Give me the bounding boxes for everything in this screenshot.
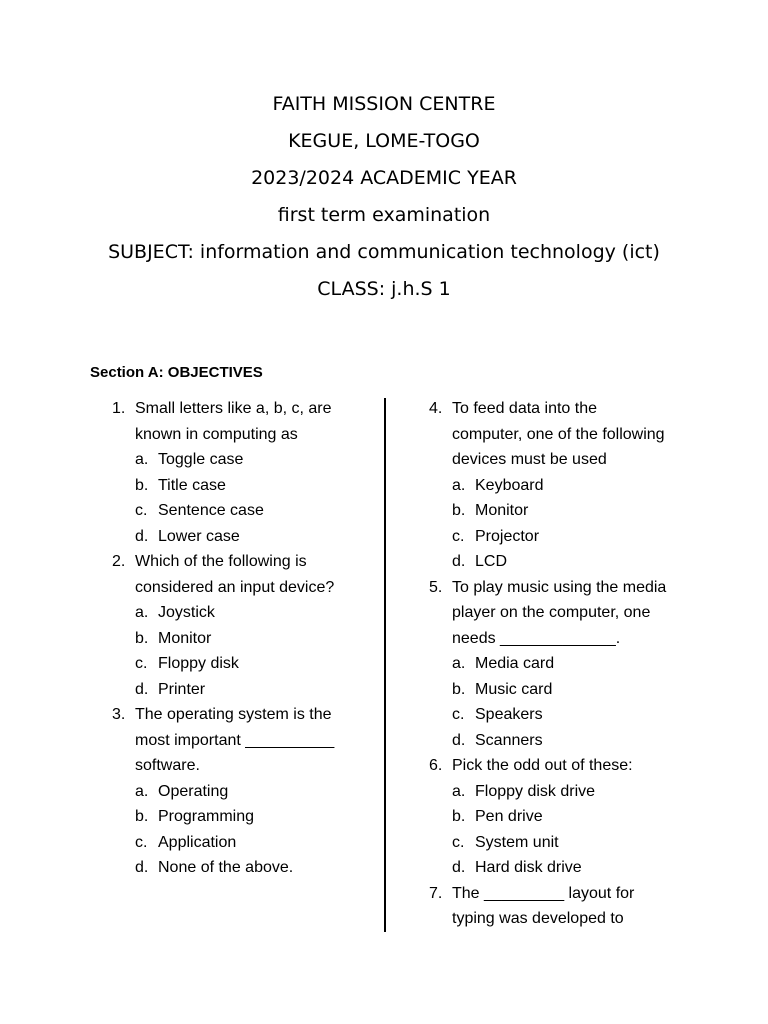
question-number: 3. (112, 706, 126, 723)
option-text: Floppy disk drive (475, 782, 596, 800)
answer-option (417, 651, 707, 677)
answer-option (417, 702, 707, 728)
option-letter: a. (135, 782, 149, 800)
option-letter: d. (135, 527, 149, 545)
option-text: None of the above. (158, 859, 294, 876)
option-letter: c. (135, 655, 148, 672)
question-item (100, 396, 360, 447)
question-text-line: known in computing as (135, 425, 298, 443)
answer-option (417, 498, 707, 524)
option-letter: c. (452, 833, 465, 851)
option-letter: d. (135, 680, 149, 698)
question-number: 2. (112, 553, 126, 570)
option-letter: b. (135, 629, 149, 647)
option-text: Keyboard (475, 476, 544, 494)
questions-column-right (417, 396, 707, 932)
question-text-line: needs _____________. (452, 629, 621, 647)
answer-option (100, 600, 360, 626)
school-name: FAITH MISSION CENTRE (272, 93, 496, 115)
answer-option (100, 779, 360, 805)
option-text: LCD (475, 553, 508, 570)
question-item (100, 702, 360, 779)
option-letter: b. (135, 476, 149, 494)
answer-option (417, 728, 707, 754)
answer-option (100, 804, 360, 830)
option-letter: c. (135, 833, 148, 851)
option-letter: c. (452, 706, 465, 723)
subject-line: SUBJECT: information and communication technology (ict) (108, 241, 660, 263)
academic-year: 2023/2024 ACADEMIC YEAR (251, 167, 517, 189)
option-text: Application (158, 833, 237, 851)
answer-option (100, 677, 360, 703)
option-text: Hard disk drive (475, 859, 582, 876)
answer-option (100, 524, 360, 550)
question-number: 1. (112, 400, 126, 417)
question-item (417, 575, 707, 652)
answer-option (417, 779, 707, 805)
question-item (100, 549, 360, 600)
option-text: Floppy disk (158, 655, 239, 672)
answer-option (417, 677, 707, 703)
question-item (417, 881, 707, 932)
option-letter: d. (135, 859, 149, 876)
exam-header (0, 88, 768, 310)
option-text: Programming (158, 808, 255, 825)
question-item (417, 753, 707, 779)
option-letter: a. (135, 451, 149, 468)
exam-title: first term examination (277, 204, 491, 226)
option-text: Media card (475, 655, 555, 672)
option-text: Speakers (475, 706, 543, 723)
question-text-line: Which of the following is (135, 553, 307, 570)
column-divider (384, 398, 386, 932)
option-letter: b. (452, 502, 466, 519)
option-text: Printer (158, 680, 206, 698)
question-text-line: The _________ layout for (452, 884, 635, 902)
answer-option (100, 498, 360, 524)
question-text-line: The operating system is the (135, 706, 332, 723)
answer-option (417, 804, 707, 830)
questions-column-left (100, 396, 360, 881)
option-letter: a. (135, 604, 149, 621)
question-text-line: To feed data into the (452, 400, 597, 417)
option-text: System unit (475, 833, 559, 851)
option-letter: a. (452, 476, 466, 494)
option-text: Operating (158, 782, 229, 800)
answer-option (417, 549, 707, 575)
option-text: Title case (158, 476, 226, 494)
question-text-line: To play music using the media (452, 578, 667, 596)
option-text: Monitor (158, 629, 212, 647)
option-letter: a. (452, 782, 466, 800)
answer-option (100, 855, 360, 881)
question-number: 6. (429, 757, 443, 774)
option-letter: d. (452, 859, 466, 876)
option-text: Lower case (158, 527, 240, 545)
question-text-line: computer, one of the following (452, 425, 665, 443)
option-letter: b. (452, 808, 466, 825)
option-letter: b. (135, 808, 149, 825)
option-letter: c. (452, 527, 465, 545)
question-text-line: player on the computer, one (452, 604, 651, 621)
answer-option (417, 855, 707, 881)
option-text: Joystick (158, 604, 215, 621)
answer-option (417, 830, 707, 856)
option-letter: d. (452, 731, 466, 749)
option-letter: d. (452, 553, 466, 570)
question-text-line: most important __________ (135, 731, 335, 749)
option-text: Projector (475, 527, 540, 545)
answer-option (100, 447, 360, 473)
option-text: Monitor (475, 502, 529, 519)
question-text-line: devices must be used (452, 451, 607, 468)
option-letter: b. (452, 680, 466, 698)
question-number: 5. (429, 578, 443, 596)
answer-option (417, 524, 707, 550)
answer-option (100, 830, 360, 856)
option-text: Pen drive (475, 808, 543, 825)
school-location: KEGUE, LOME-TOGO (288, 130, 480, 152)
option-letter: a. (452, 655, 466, 672)
option-letter: c. (135, 502, 148, 519)
option-text: Music card (475, 680, 553, 698)
option-text: Scanners (475, 731, 543, 749)
answer-option (100, 473, 360, 499)
question-item (417, 396, 707, 473)
question-number: 7. (429, 884, 443, 902)
class-line: CLASS: j.h.S 1 (317, 278, 451, 300)
question-text-line: considered an input device? (135, 578, 335, 596)
question-text-line: Pick the odd out of these: (452, 757, 633, 774)
question-text-line: software. (135, 757, 200, 774)
answer-option (417, 473, 707, 499)
section-title: Section A: OBJECTIVES (90, 364, 263, 381)
question-text-line: Small letters like a, b, c, are (135, 400, 332, 417)
question-number: 4. (429, 400, 443, 417)
option-text: Sentence case (158, 502, 264, 519)
option-text: Toggle case (158, 451, 244, 468)
answer-option (100, 651, 360, 677)
question-text-line: typing was developed to (452, 910, 624, 927)
answer-option (100, 626, 360, 652)
